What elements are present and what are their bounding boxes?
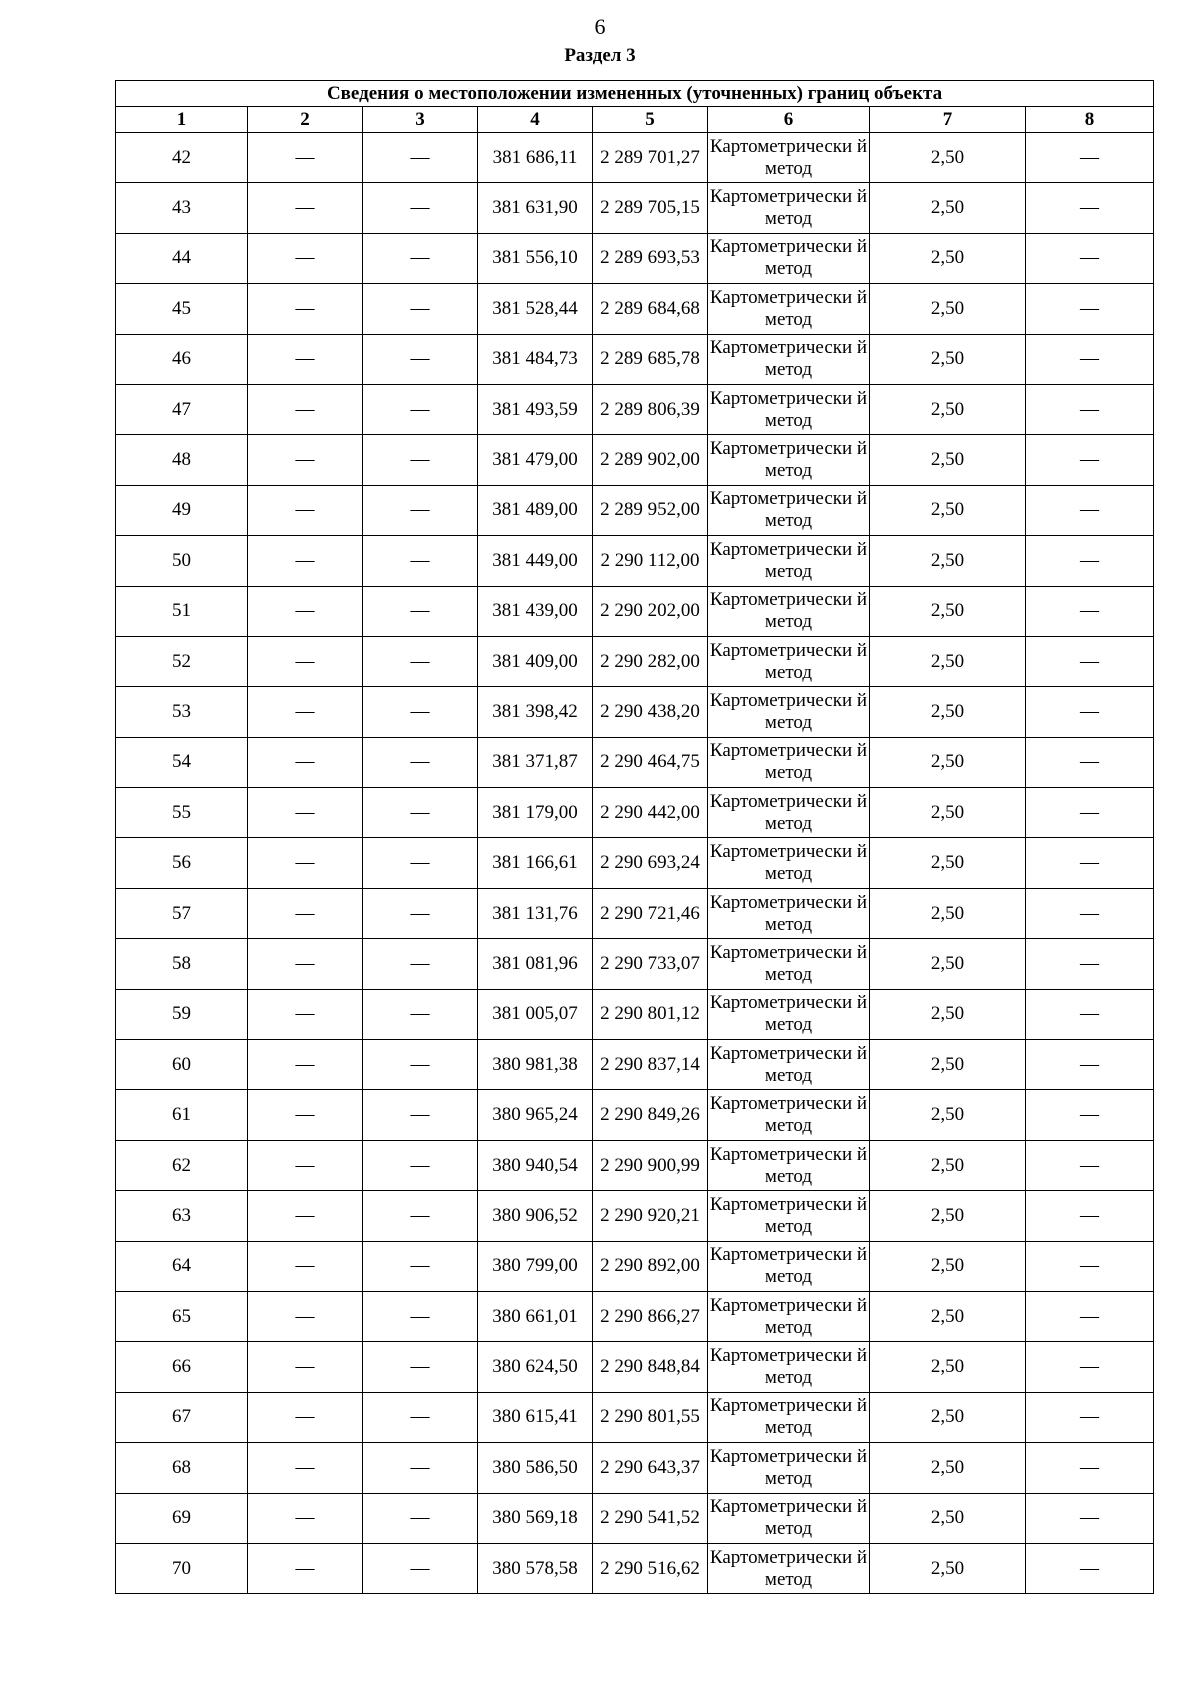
x-coordinate-cell: 381 686,11 [478,133,593,183]
y-coordinate-cell: 2 290 801,55 [593,1392,708,1442]
y-coordinate-cell: 2 290 866,27 [593,1291,708,1341]
accuracy-cell: 2,50 [870,536,1026,586]
table-row [116,435,1154,485]
method-cell: Картометрически й метод [708,536,870,586]
col3-cell: — [363,536,478,586]
method-cell: Картометрически й метод [708,687,870,737]
point-number-cell: 56 [116,838,248,888]
method-cell: Картометрически й метод [708,435,870,485]
point-number-cell: 55 [116,788,248,838]
col3-cell: — [363,485,478,535]
col3-cell: — [363,384,478,434]
table-row [116,485,1154,535]
point-number-cell: 65 [116,1291,248,1341]
col2-cell: — [248,485,363,535]
point-number-cell: 45 [116,284,248,334]
col2-cell: — [248,687,363,737]
accuracy-cell: 2,50 [870,435,1026,485]
method-cell: Картометрически й метод [708,586,870,636]
accuracy-cell: 2,50 [870,737,1026,787]
point-number-cell: 67 [116,1392,248,1442]
table-row [116,536,1154,586]
method-cell: Картометрически й метод [708,1040,870,1090]
x-coordinate-cell: 380 569,18 [478,1493,593,1543]
col3-cell: — [363,183,478,233]
accuracy-cell: 2,50 [870,1191,1026,1241]
col2-cell: — [248,838,363,888]
table-row [116,687,1154,737]
y-coordinate-cell: 2 289 806,39 [593,384,708,434]
column-header: 3 [363,107,478,133]
accuracy-cell: 2,50 [870,1443,1026,1493]
col8-cell: — [1026,133,1154,183]
col8-cell: — [1026,1291,1154,1341]
col3-cell: — [363,838,478,888]
col3-cell: — [363,888,478,938]
col8-cell: — [1026,788,1154,838]
accuracy-cell: 2,50 [870,1090,1026,1140]
col8-cell: — [1026,334,1154,384]
method-cell: Картометрически й метод [708,1443,870,1493]
point-number-cell: 61 [116,1090,248,1140]
table-row [116,636,1154,686]
col3-cell: — [363,1140,478,1190]
col3-cell: — [363,1443,478,1493]
point-number-cell: 52 [116,636,248,686]
method-cell: Картометрически й метод [708,737,870,787]
point-number-cell: 54 [116,737,248,787]
method-cell: Картометрически й метод [708,183,870,233]
col8-cell: — [1026,737,1154,787]
x-coordinate-cell: 381 528,44 [478,284,593,334]
point-number-cell: 49 [116,485,248,535]
col3-cell: — [363,1543,478,1593]
x-coordinate-cell: 380 661,01 [478,1291,593,1341]
col8-cell: — [1026,1543,1154,1593]
col2-cell: — [248,788,363,838]
method-cell: Картометрически й метод [708,133,870,183]
table-row [116,586,1154,636]
accuracy-cell: 2,50 [870,183,1026,233]
col2-cell: — [248,1443,363,1493]
x-coordinate-cell: 380 578,58 [478,1543,593,1593]
point-number-cell: 50 [116,536,248,586]
point-number-cell: 43 [116,183,248,233]
accuracy-cell: 2,50 [870,1241,1026,1291]
col8-cell: — [1026,1493,1154,1543]
table-row [116,888,1154,938]
table-row [116,384,1154,434]
col3-cell: — [363,435,478,485]
col2-cell: — [248,536,363,586]
y-coordinate-cell: 2 290 442,00 [593,788,708,838]
x-coordinate-cell: 380 586,50 [478,1443,593,1493]
point-number-cell: 62 [116,1140,248,1190]
point-number-cell: 53 [116,687,248,737]
x-coordinate-cell: 380 981,38 [478,1040,593,1090]
table-caption: Сведения о местоположении измененных (уточненных) границ объекта [116,81,1154,107]
col2-cell: — [248,1543,363,1593]
col8-cell: — [1026,888,1154,938]
col2-cell: — [248,133,363,183]
col2-cell: — [248,1191,363,1241]
x-coordinate-cell: 381 631,90 [478,183,593,233]
accuracy-cell: 2,50 [870,838,1026,888]
point-number-cell: 63 [116,1191,248,1241]
accuracy-cell: 2,50 [870,1342,1026,1392]
point-number-cell: 48 [116,435,248,485]
col8-cell: — [1026,384,1154,434]
accuracy-cell: 2,50 [870,636,1026,686]
page-number: 6 [594,14,606,39]
col3-cell: — [363,636,478,686]
y-coordinate-cell: 2 290 801,12 [593,989,708,1039]
col8-cell: — [1026,1443,1154,1493]
column-header: 6 [708,107,870,133]
table-row [116,838,1154,888]
method-cell: Картометрически й метод [708,838,870,888]
table-row [116,1342,1154,1392]
col3-cell: — [363,939,478,989]
col8-cell: — [1026,838,1154,888]
y-coordinate-cell: 2 290 202,00 [593,586,708,636]
accuracy-cell: 2,50 [870,788,1026,838]
col3-cell: — [363,1241,478,1291]
method-cell: Картометрически й метод [708,636,870,686]
table-row [116,1191,1154,1241]
point-number-cell: 60 [116,1040,248,1090]
table-row [116,1392,1154,1442]
point-number-cell: 70 [116,1543,248,1593]
col3-cell: — [363,1291,478,1341]
col3-cell: — [363,737,478,787]
col8-cell: — [1026,536,1154,586]
point-number-cell: 68 [116,1443,248,1493]
col2-cell: — [248,284,363,334]
col2-cell: — [248,183,363,233]
accuracy-cell: 2,50 [870,1493,1026,1543]
x-coordinate-cell: 380 799,00 [478,1241,593,1291]
col8-cell: — [1026,989,1154,1039]
point-number-cell: 47 [116,384,248,434]
x-coordinate-cell: 381 005,07 [478,989,593,1039]
col8-cell: — [1026,1392,1154,1442]
col2-cell: — [248,888,363,938]
y-coordinate-cell: 2 290 849,26 [593,1090,708,1140]
y-coordinate-cell: 2 290 733,07 [593,939,708,989]
method-cell: Картометрически й метод [708,888,870,938]
accuracy-cell: 2,50 [870,939,1026,989]
col8-cell: — [1026,284,1154,334]
col3-cell: — [363,586,478,636]
col2-cell: — [248,586,363,636]
x-coordinate-cell: 381 398,42 [478,687,593,737]
table-row [116,1140,1154,1190]
col8-cell: — [1026,183,1154,233]
column-numbers-row [116,107,1154,133]
col2-cell: — [248,1291,363,1341]
method-cell: Картометрически й метод [708,1090,870,1140]
method-cell: Картометрически й метод [708,1392,870,1442]
x-coordinate-cell: 381 179,00 [478,788,593,838]
x-coordinate-cell: 381 371,87 [478,737,593,787]
y-coordinate-cell: 2 289 952,00 [593,485,708,535]
col2-cell: — [248,1493,363,1543]
col3-cell: — [363,687,478,737]
col3-cell: — [363,1191,478,1241]
col8-cell: — [1026,1241,1154,1291]
point-number-cell: 69 [116,1493,248,1543]
x-coordinate-cell: 380 906,52 [478,1191,593,1241]
column-header: 7 [870,107,1026,133]
y-coordinate-cell: 2 290 900,99 [593,1140,708,1190]
table-row [116,233,1154,283]
y-coordinate-cell: 2 290 516,62 [593,1543,708,1593]
method-cell: Картометрически й метод [708,1140,870,1190]
point-number-cell: 46 [116,334,248,384]
col2-cell: — [248,384,363,434]
column-header: 2 [248,107,363,133]
accuracy-cell: 2,50 [870,334,1026,384]
col2-cell: — [248,989,363,1039]
accuracy-cell: 2,50 [870,485,1026,535]
method-cell: Картометрически й метод [708,334,870,384]
table-row [116,1040,1154,1090]
col2-cell: — [248,1140,363,1190]
method-cell: Картометрически й метод [708,989,870,1039]
x-coordinate-cell: 381 081,96 [478,939,593,989]
table-row [116,1493,1154,1543]
method-cell: Картометрически й метод [708,233,870,283]
section-title: Раздел 3 [564,45,636,66]
method-cell: Картометрически й метод [708,384,870,434]
x-coordinate-cell: 380 615,41 [478,1392,593,1442]
col8-cell: — [1026,939,1154,989]
col8-cell: — [1026,1191,1154,1241]
x-coordinate-cell: 380 940,54 [478,1140,593,1190]
accuracy-cell: 2,50 [870,1140,1026,1190]
method-cell: Картометрически й метод [708,1543,870,1593]
table-row [116,284,1154,334]
x-coordinate-cell: 381 131,76 [478,888,593,938]
method-cell: Картометрически й метод [708,939,870,989]
x-coordinate-cell: 381 166,61 [478,838,593,888]
y-coordinate-cell: 2 290 541,52 [593,1493,708,1543]
accuracy-cell: 2,50 [870,284,1026,334]
table-row [116,1241,1154,1291]
table-row [116,1543,1154,1593]
col2-cell: — [248,939,363,989]
y-coordinate-cell: 2 290 721,46 [593,888,708,938]
col3-cell: — [363,1342,478,1392]
table-row [116,989,1154,1039]
col3-cell: — [363,989,478,1039]
point-number-cell: 44 [116,233,248,283]
accuracy-cell: 2,50 [870,687,1026,737]
col8-cell: — [1026,1342,1154,1392]
col3-cell: — [363,133,478,183]
x-coordinate-cell: 381 449,00 [478,536,593,586]
accuracy-cell: 2,50 [870,1543,1026,1593]
accuracy-cell: 2,50 [870,586,1026,636]
table-row [116,939,1154,989]
point-number-cell: 57 [116,888,248,938]
col8-cell: — [1026,485,1154,535]
col2-cell: — [248,1090,363,1140]
col8-cell: — [1026,233,1154,283]
col2-cell: — [248,1241,363,1291]
x-coordinate-cell: 381 479,00 [478,435,593,485]
table-row [116,183,1154,233]
col8-cell: — [1026,687,1154,737]
accuracy-cell: 2,50 [870,888,1026,938]
col2-cell: — [248,233,363,283]
column-header: 5 [593,107,708,133]
boundary-coordinates-table [115,80,1154,1594]
x-coordinate-cell: 380 624,50 [478,1342,593,1392]
col8-cell: — [1026,636,1154,686]
col3-cell: — [363,334,478,384]
method-cell: Картометрически й метод [708,1342,870,1392]
y-coordinate-cell: 2 290 643,37 [593,1443,708,1493]
y-coordinate-cell: 2 290 464,75 [593,737,708,787]
accuracy-cell: 2,50 [870,233,1026,283]
method-cell: Картометрически й метод [708,485,870,535]
y-coordinate-cell: 2 289 684,68 [593,284,708,334]
y-coordinate-cell: 2 289 902,00 [593,435,708,485]
method-cell: Картометрически й метод [708,1291,870,1341]
col8-cell: — [1026,1090,1154,1140]
col3-cell: — [363,1392,478,1442]
point-number-cell: 51 [116,586,248,636]
y-coordinate-cell: 2 289 701,27 [593,133,708,183]
col2-cell: — [248,737,363,787]
y-coordinate-cell: 2 290 848,84 [593,1342,708,1392]
y-coordinate-cell: 2 290 920,21 [593,1191,708,1241]
col2-cell: — [248,1040,363,1090]
accuracy-cell: 2,50 [870,1392,1026,1442]
point-number-cell: 58 [116,939,248,989]
col2-cell: — [248,435,363,485]
method-cell: Картометрически й метод [708,788,870,838]
col8-cell: — [1026,586,1154,636]
column-header: 8 [1026,107,1154,133]
point-number-cell: 66 [116,1342,248,1392]
col8-cell: — [1026,1040,1154,1090]
table-row [116,1291,1154,1341]
method-cell: Картометрически й метод [708,1241,870,1291]
table-row [116,737,1154,787]
x-coordinate-cell: 381 484,73 [478,334,593,384]
point-number-cell: 42 [116,133,248,183]
point-number-cell: 59 [116,989,248,1039]
column-header: 1 [116,107,248,133]
x-coordinate-cell: 381 439,00 [478,586,593,636]
x-coordinate-cell: 381 556,10 [478,233,593,283]
x-coordinate-cell: 381 493,59 [478,384,593,434]
y-coordinate-cell: 2 289 693,53 [593,233,708,283]
point-number-cell: 64 [116,1241,248,1291]
table-row [116,133,1154,183]
method-cell: Картометрически й метод [708,284,870,334]
method-cell: Картометрически й метод [708,1493,870,1543]
y-coordinate-cell: 2 290 892,00 [593,1241,708,1291]
col2-cell: — [248,334,363,384]
table-row [116,1443,1154,1493]
col3-cell: — [363,233,478,283]
table-row [116,788,1154,838]
accuracy-cell: 2,50 [870,1291,1026,1341]
accuracy-cell: 2,50 [870,1040,1026,1090]
method-cell: Картометрически й метод [708,1191,870,1241]
table-row [116,1090,1154,1140]
y-coordinate-cell: 2 289 705,15 [593,183,708,233]
col3-cell: — [363,1040,478,1090]
column-header: 4 [478,107,593,133]
x-coordinate-cell: 381 489,00 [478,485,593,535]
col8-cell: — [1026,1140,1154,1190]
col3-cell: — [363,788,478,838]
col3-cell: — [363,284,478,334]
y-coordinate-cell: 2 290 282,00 [593,636,708,686]
table-row [116,334,1154,384]
x-coordinate-cell: 380 965,24 [478,1090,593,1140]
y-coordinate-cell: 2 289 685,78 [593,334,708,384]
y-coordinate-cell: 2 290 693,24 [593,838,708,888]
accuracy-cell: 2,50 [870,133,1026,183]
y-coordinate-cell: 2 290 837,14 [593,1040,708,1090]
accuracy-cell: 2,50 [870,384,1026,434]
accuracy-cell: 2,50 [870,989,1026,1039]
col3-cell: — [363,1493,478,1543]
col2-cell: — [248,1392,363,1442]
col2-cell: — [248,636,363,686]
x-coordinate-cell: 381 409,00 [478,636,593,686]
y-coordinate-cell: 2 290 438,20 [593,687,708,737]
col8-cell: — [1026,435,1154,485]
col3-cell: — [363,1090,478,1140]
col2-cell: — [248,1342,363,1392]
y-coordinate-cell: 2 290 112,00 [593,536,708,586]
